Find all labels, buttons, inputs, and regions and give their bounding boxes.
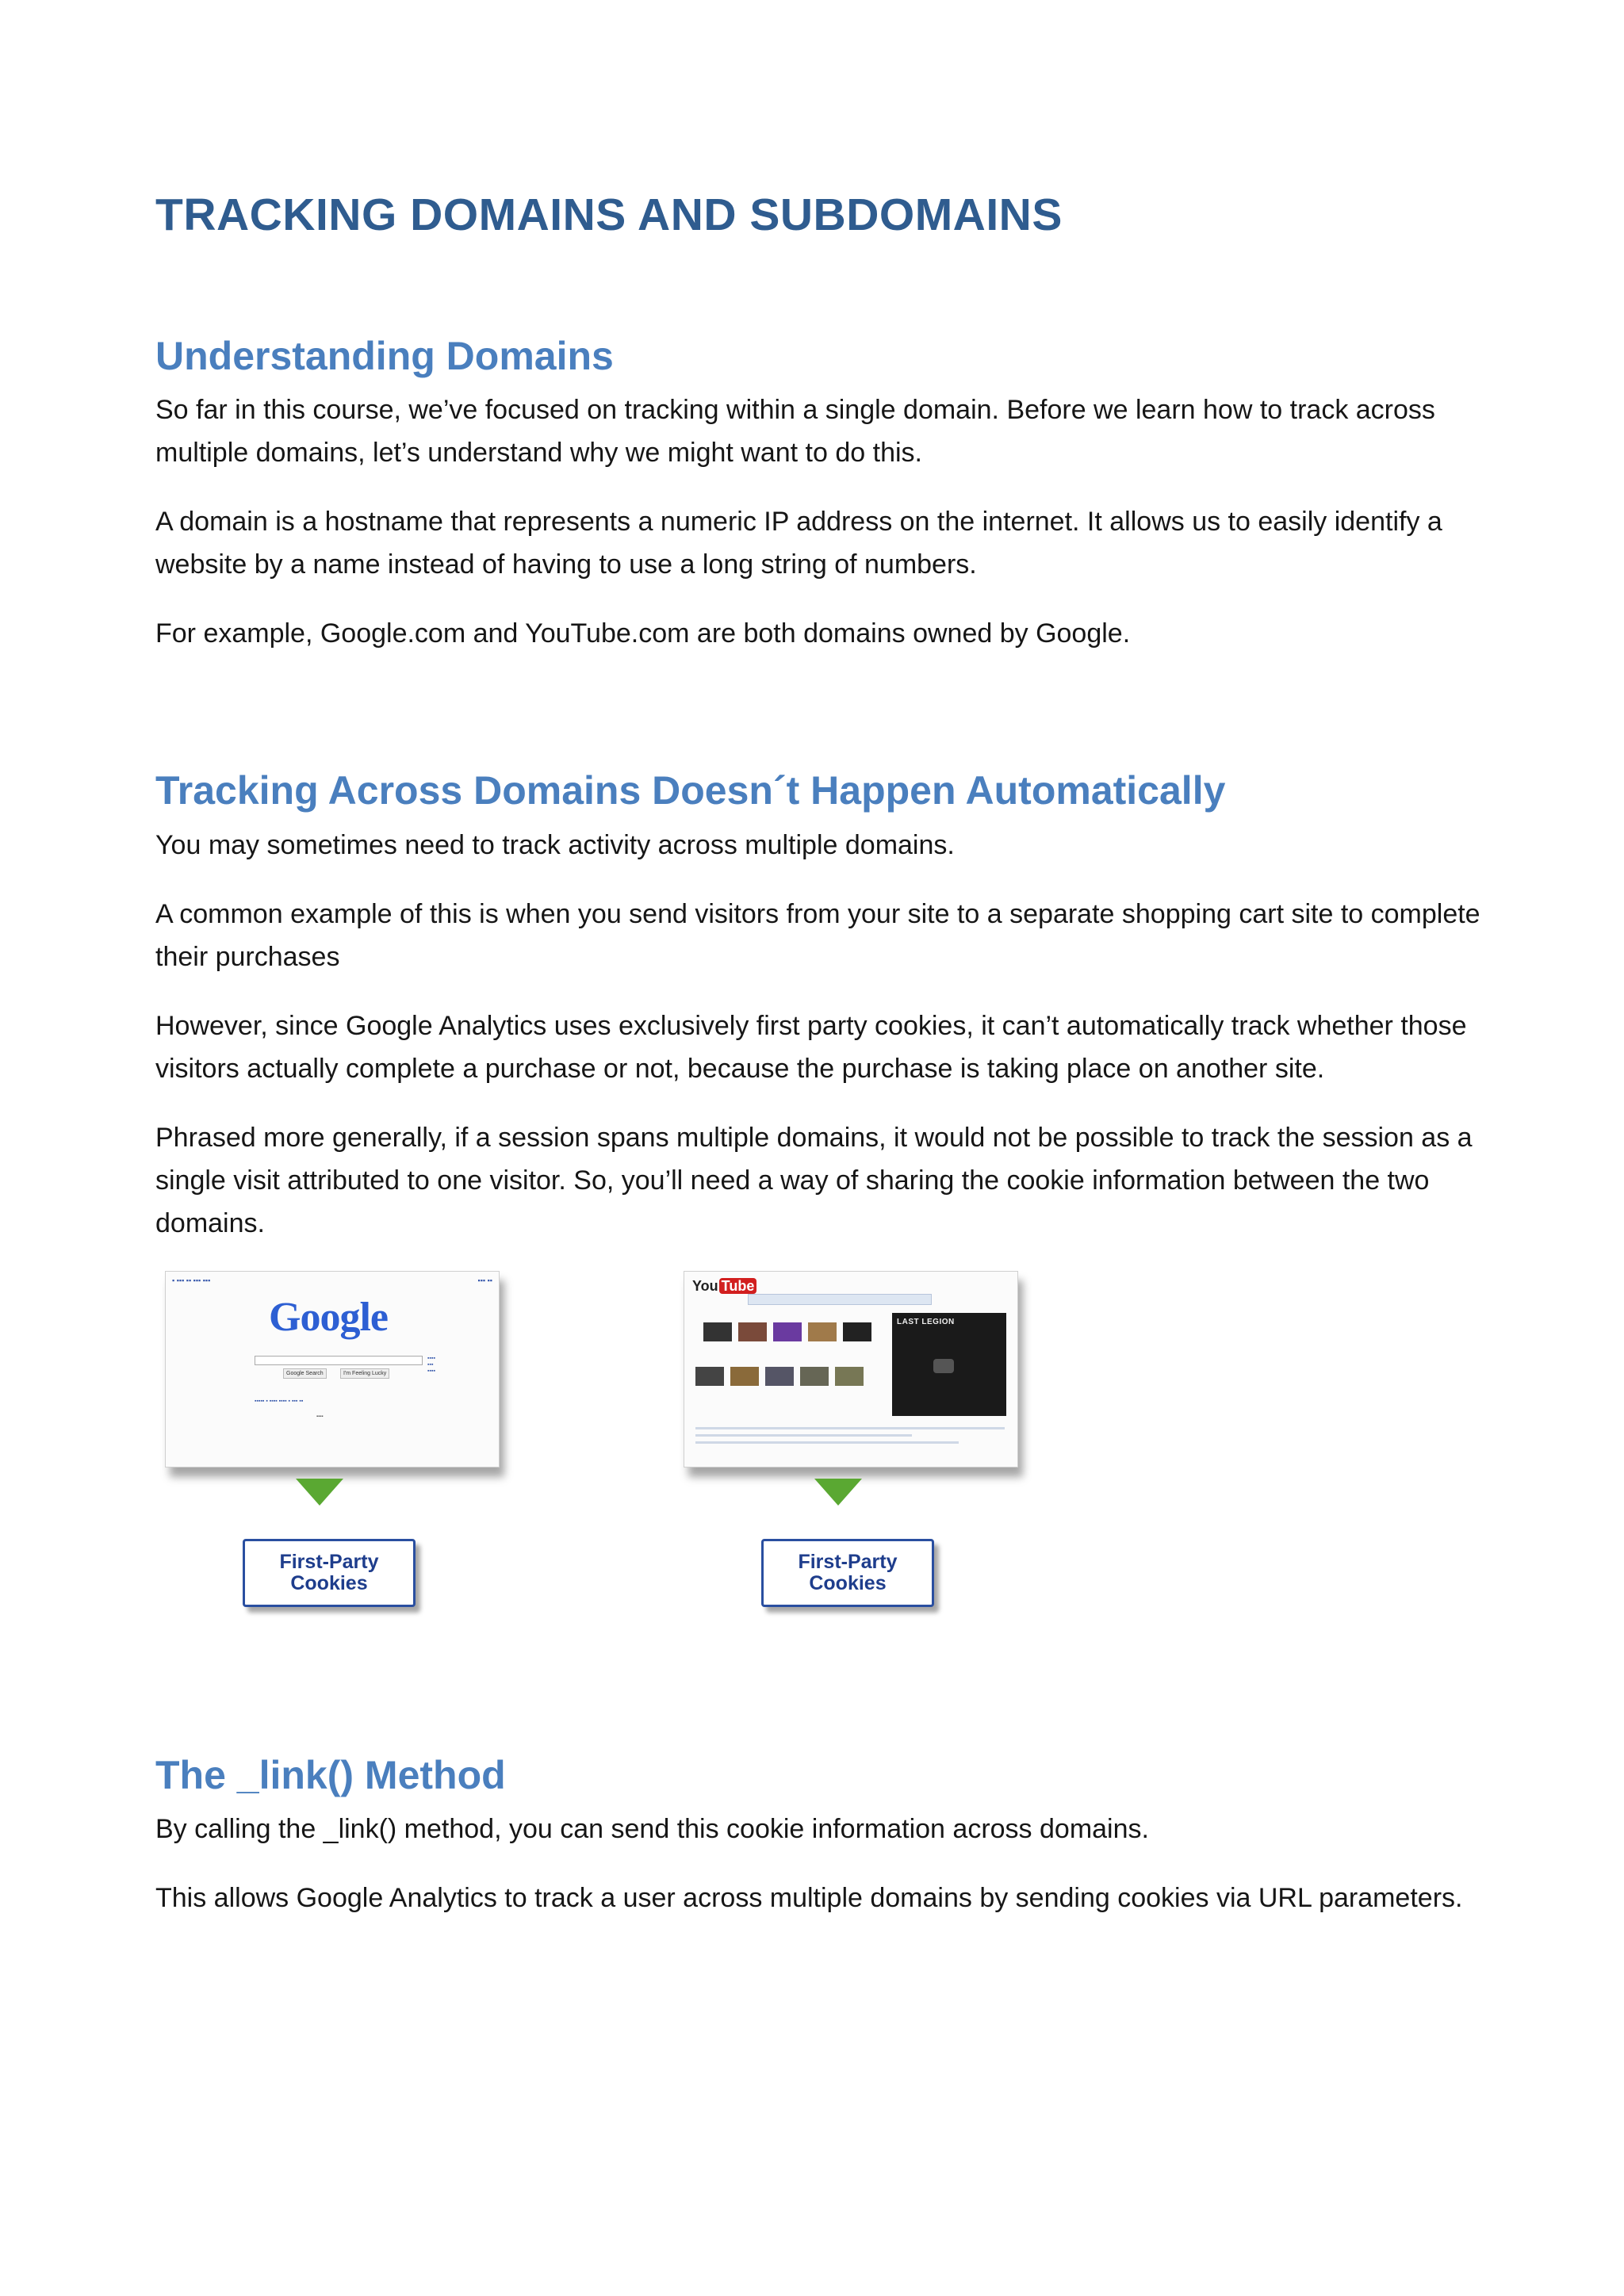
video-thumbnail: [738, 1322, 767, 1341]
paragraph: So far in this course, we’ve focused on tracking within a single domain. Before we learn how to track across multiple domains, let’s understand why we might want to do this.: [155, 395, 1435, 469]
video-thumbnail: [835, 1367, 864, 1386]
paragraph: This allows Google Analytics to track a user across multiple domains by sending cookies via URL parameters.: [155, 1883, 1463, 1914]
paragraph: You may sometimes need to track activity across multiple domains.: [155, 829, 955, 860]
badge-line: First-Party: [279, 1550, 379, 1573]
youtube-ad-title: LAST LEGION: [897, 1317, 955, 1326]
video-thumbnail: [730, 1367, 759, 1386]
video-thumbnail: [703, 1322, 732, 1341]
youtube-figure: [684, 1271, 1040, 1644]
google-side-links: ▪▪▪▪ ▪▪▪ ▪▪▪▪: [427, 1355, 435, 1374]
google-logo: [269, 1294, 388, 1341]
down-arrow-icon: [296, 1479, 343, 1506]
first-party-cookies-badge: [243, 1539, 416, 1607]
paragraph: A domain is a hostname that represents a numeric IP address on the internet. It allows us to easily identify a website by a name instead of having to use a long string of numbers.: [155, 507, 1442, 580]
down-arrow-icon: [814, 1479, 862, 1506]
section-link-method: [155, 1753, 1488, 1920]
section-heading: Understanding Domains: [155, 333, 614, 378]
badge-line: First-Party: [798, 1550, 898, 1573]
video-thumbnail: [695, 1367, 724, 1386]
paragraph: By calling the _link() method, you can send this cookie information across domains.: [155, 1814, 1149, 1845]
google-top-links: ▪ ▪▪▪ ▪▪ ▪▪▪ ▪▪▪: [172, 1276, 211, 1284]
play-icon: [933, 1359, 954, 1373]
section-heading: Tracking Across Domains Doesn´t Happen Automatically: [155, 768, 1226, 813]
google-homepage-screenshot: [165, 1271, 500, 1468]
section-tracking-across-domains: [155, 768, 1488, 1245]
page-title: TRACKING DOMAINS AND SUBDOMAINS: [155, 189, 1063, 240]
youtube-logo-you: You: [692, 1277, 718, 1294]
youtube-homepage-screenshot: [684, 1271, 1018, 1468]
google-search-button: Google Search: [283, 1368, 327, 1379]
first-party-cookies-figure: [155, 1271, 1488, 1651]
first-party-cookies-badge: [761, 1539, 934, 1607]
paragraph: For example, Google.com and YouTube.com are both domains owned by Google.: [155, 618, 1131, 649]
youtube-nav-bar: [748, 1294, 932, 1305]
google-figure: [165, 1271, 522, 1644]
google-copyright: ▪▪▪▪: [316, 1414, 324, 1419]
video-thumbnail: [773, 1322, 802, 1341]
youtube-logo: [692, 1278, 756, 1295]
video-thumbnail: [843, 1322, 871, 1341]
video-thumbnail: [765, 1367, 794, 1386]
youtube-logo-tube: Tube: [719, 1278, 757, 1294]
google-logo-text: Google: [269, 1294, 388, 1340]
paragraph: Phrased more generally, if a session spans multiple domains, it would not be possible to track the session as a single visit attributed to one visitor. So, you’ll need a way of sharing the cookie information between the two domains.: [155, 1122, 1473, 1238]
paragraph: However, since Google Analytics uses exclusively first party cookies, it can’t automatically track whether those visitors actually complete a purchase or not, because the purchase is taking place on another site.: [155, 1010, 1467, 1084]
video-thumbnail: [800, 1367, 829, 1386]
youtube-text-lines: [695, 1422, 1005, 1448]
google-signin-links: ▪▪▪ ▪▪: [477, 1276, 492, 1284]
google-lucky-button: I'm Feeling Lucky: [340, 1368, 389, 1379]
youtube-thumbnail-strip: [703, 1322, 886, 1341]
section-understanding-domains: [155, 334, 1488, 656]
youtube-featured-thumbnails: [695, 1367, 886, 1389]
badge-line: Cookies: [290, 1571, 368, 1594]
paragraph: A common example of this is when you send visitors from your site to a separate shopping cart site to complete their purchases: [155, 898, 1480, 972]
google-search-box: [255, 1356, 423, 1365]
google-footer-links: ▪▪▪▪▪ ▪ ▪▪▪▪ ▪▪▪▪ ▪ ▪▪▪ ▪▪: [255, 1398, 304, 1404]
section-heading: The _link() Method: [155, 1752, 506, 1797]
video-thumbnail: [808, 1322, 837, 1341]
document-content: [155, 190, 1488, 1946]
badge-line: Cookies: [809, 1571, 887, 1594]
